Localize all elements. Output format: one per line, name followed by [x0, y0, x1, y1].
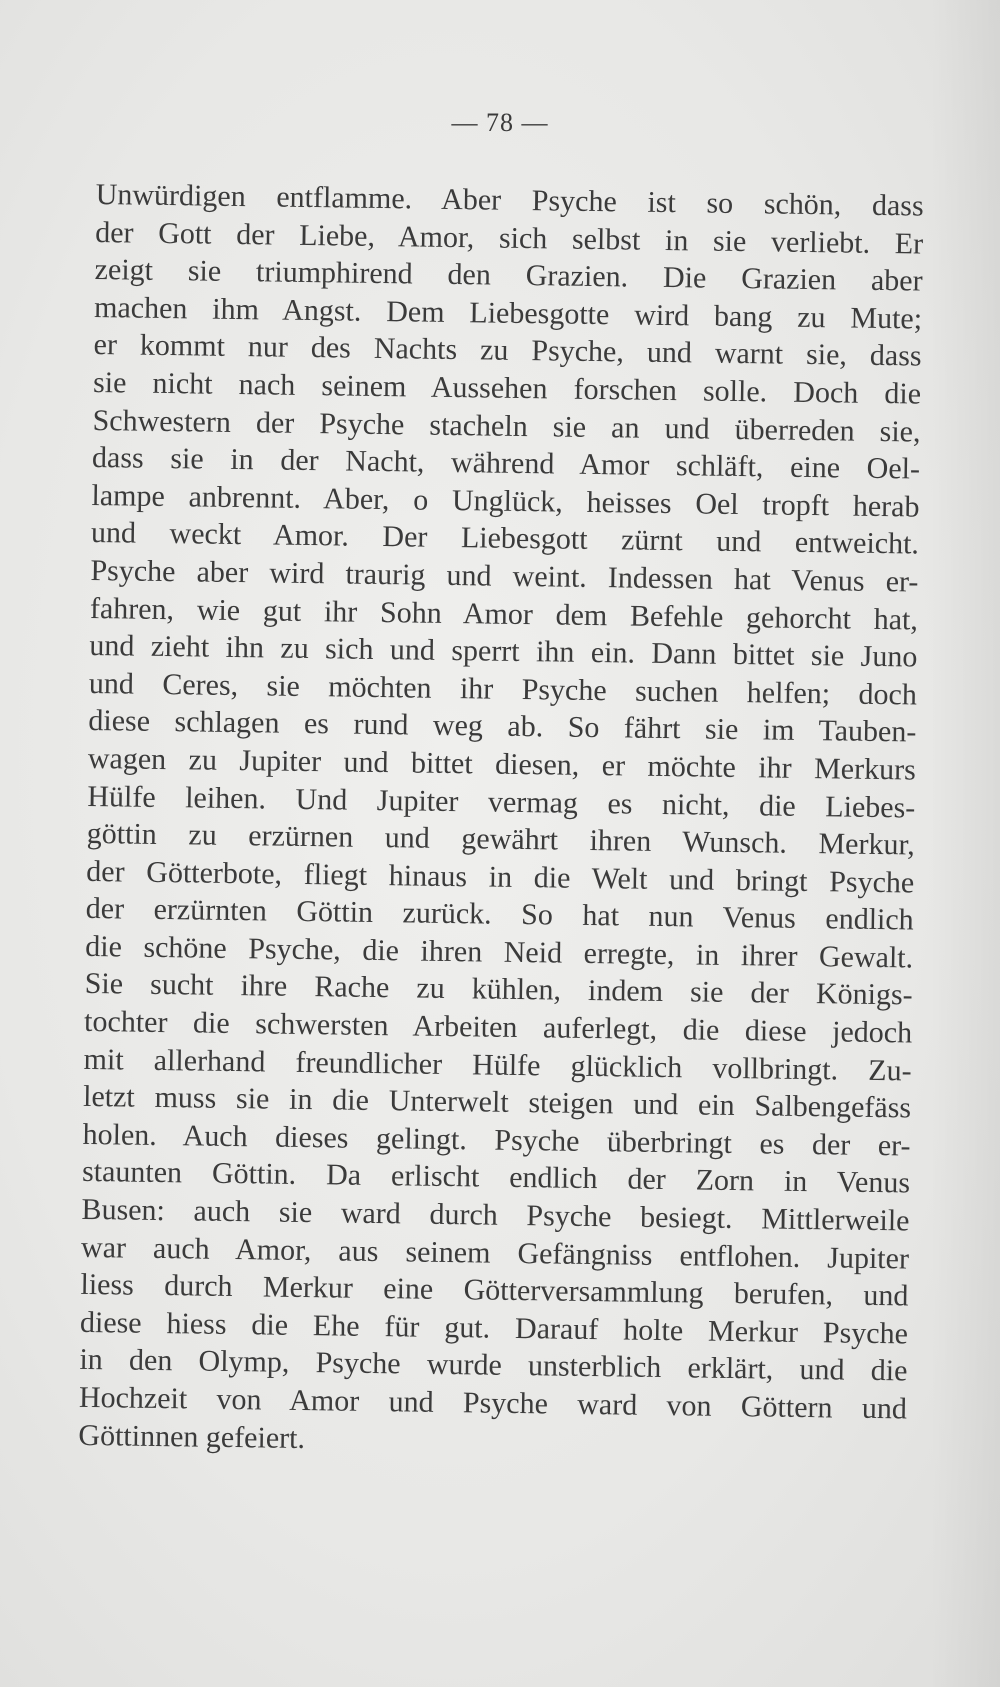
text-line: sie nicht nach seinem Aussehen forschen solle. Doch die	[92, 365, 922, 411]
text-line: liess durch Merkur eine Götterversammlung berufen, und	[80, 1268, 909, 1313]
text-line: Psyche aber wird traurig und weint. Indessen hat Venus er-	[90, 553, 919, 599]
text-line: der Gott der Liebe, Amor, sich selbst in sie verliebt. Er	[94, 215, 924, 261]
text-line: mit allerhand freundlicher Hülfe glücklich vollbringt. Zu-	[83, 1042, 912, 1088]
text-line: staunten Göttin. Da erlischt endlich der Zorn in Venus	[81, 1155, 911, 1200]
text-line: war auch Amor, aus seinem Gefängniss entflohen. Jupiter	[80, 1230, 910, 1276]
text-line: zeigt sie triumphirend den Grazien. Die Grazien aber	[94, 253, 923, 298]
text-line: und zieht ihn zu sich und sperrt ihn ein. Dann bittet sie Juno	[89, 629, 918, 674]
text-line: machen ihm Angst. Dem Liebesgotte wird bang zu Mute;	[93, 290, 923, 336]
body-text	[78, 176, 924, 1466]
text-line: Schwestern der Psyche stacheln sie an und überreden sie,	[92, 403, 921, 449]
text-line: in den Olymp, Psyche wurde unsterblich erklärt, und die	[79, 1343, 908, 1388]
text-line: diese schlagen es rund weg ab. So fährt sie im Tauben-	[88, 704, 917, 749]
text-line: der erzürnten Göttin zurück. So hat nun Venus endlich	[85, 892, 914, 937]
text-line: die schöne Psyche, die ihren Neid erregte, in ihrer Gewalt.	[85, 929, 914, 975]
text-line: Hochzeit von Amor und Psyche ward von Göttern und	[78, 1380, 908, 1426]
page-number: — 78 —	[451, 108, 549, 137]
text-line: göttin zu erzürnen und gewährt ihren Wunsch. Merkur,	[86, 817, 915, 862]
text-line: wagen zu Jupiter und bittet diesen, er möchte ihr Merkurs	[87, 741, 917, 787]
text-line: lampe anbrennt. Aber, o Unglück, heisses Oel tropft herab	[91, 478, 920, 524]
text-line: letzt muss sie in die Unterwelt steigen und ein Salbengefäss	[82, 1080, 912, 1125]
text-line: Sie sucht ihre Rache zu kühlen, indem sie der Königs-	[84, 967, 913, 1012]
text-line: Unwürdigen entflamme. Aber Psyche ist so schön, dass	[95, 177, 924, 223]
text-line: diese hiess die Ehe für gut. Darauf holte Merkur Psyche	[79, 1305, 909, 1351]
text-line: er kommt nur des Nachts zu Psyche, und warnt sie, dass	[93, 328, 922, 373]
text-line-last: Göttinnen gefeiert.	[78, 1418, 306, 1455]
text-line: holen. Auch dieses gelingt. Psyche überbringt es der er-	[82, 1117, 911, 1163]
text-line: und Ceres, sie möchten ihr Psyche suchen helfen; doch	[88, 666, 918, 712]
text-line: und weckt Amor. Der Liebesgott zürnt und entweicht.	[90, 516, 920, 561]
page-edge-shadow	[930, 0, 1000, 1687]
text-line: dass sie in der Nacht, während Amor schläft, eine Oel-	[91, 441, 921, 486]
text-line: fahren, wie gut ihr Sohn Amor dem Befehle gehorcht hat,	[89, 591, 919, 637]
text-line: der Götterbote, fliegt hinaus in die Welt und bringt Psyche	[86, 854, 915, 900]
text-line: Busen: auch sie ward durch Psyche besiegt. Mittlerweile	[81, 1192, 910, 1238]
text-line: tochter die schwersten Arbeiten auferlegt, die diese jedoch	[83, 1004, 913, 1050]
text-line: Hülfe leihen. Und Jupiter vermag es nicht, die Liebes-	[87, 779, 916, 824]
